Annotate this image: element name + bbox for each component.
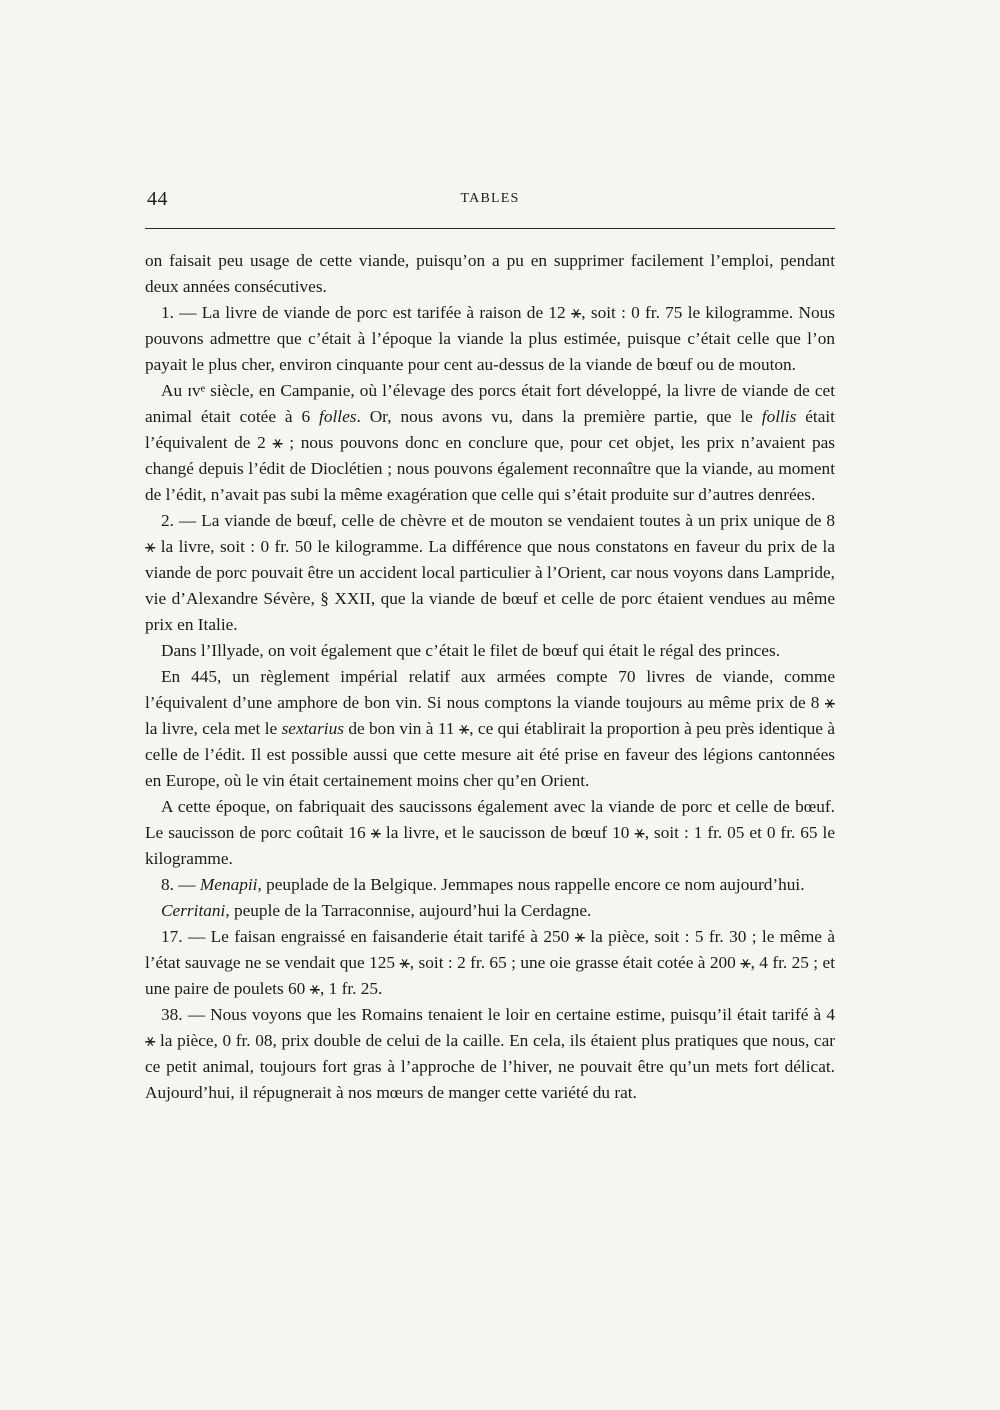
running-title: TABLES: [460, 191, 520, 206]
paragraph: Cerritani, peuple de la Tarraconnise, aujourd’hui la Cerdagne.: [161, 901, 592, 920]
paragraph: 17. — Le faisan engraissé en faisanderie était tarifé à 250 ⚹ la pièce, soit : 5 fr. 30 ; le même à l’état sauvage ne se vendait que 125 ⚹, soit : 2 fr. 65 ; une oie grasse était cotée à 200 ⚹, 4 fr. 25 ; et une paire de poulets 60 ⚹, 1 fr. 25.: [145, 927, 835, 998]
running-head: [145, 188, 835, 214]
paragraph: Dans l’Illyade, on voit également que c’était le filet de bœuf qui était le régal des princes.: [161, 641, 781, 660]
header-rule: [145, 228, 835, 229]
paragraph: on faisait peu usage de cette viande, puisqu’on a pu en supprimer facilement l’emploi, pendant deux années consécutives.: [145, 251, 835, 296]
paragraph: 1. — La livre de viande de porc est tarifée à raison de 12 ⚹, soit : 0 fr. 75 le kilogramme. Nous pouvons admettre que c’était à l’époque la viande la plus estimée, puisque c’était celle que l’on payait le plus cher, environ cinquante pour cent au-dessus de la viande de bœuf ou de mouton.: [145, 303, 835, 374]
paragraph: En 445, un règlement impérial relatif aux armées compte 70 livres de viande, comme l’équivalent d’une amphore de bon vin. Si nous comptons la viande toujours au même prix de 8 ⚹ la livre, cela met le sextarius de bon vin à 11 ⚹, ce qui établirait la proportion à peu près identique à celle de l’édit. Il est possible aussi que cette mesure ait été prise en faveur des légions cantonnées en Europe, où le vin était certainement moins cher qu’en Orient.: [145, 667, 836, 790]
paragraph: 8. — Menapii, peuplade de la Belgique. Jemmapes nous rappelle encore ce nom aujourd’hui.: [161, 875, 805, 894]
paragraph: 2. — La viande de bœuf, celle de chèvre et de mouton se vendaient toutes à un prix unique de 8 ⚹ la livre, soit : 0 fr. 50 le kilogramme. La différence que nous constatons en faveur du prix de la viande de porc pouvait être un accident local particulier à l’Orient, car nous voyons dans Lampride, vie d’Alexandre Sévère, § XXII, que la viande de bœuf et celle de porc étaient vendues au même prix en Italie.: [145, 511, 835, 634]
body-text: [145, 248, 835, 1106]
paragraph: 38. — Nous voyons que les Romains tenaient le loir en certaine estime, puisqu’il était tarifé à 4 ⚹ la pièce, 0 fr. 08, prix double de celui de la caille. En cela, ils étaient plus pratiques que nous, car ce petit animal, toujours fort gras à l’approche de l’hiver, ne pouvait être qu’un mets fort délicat. Aujourd’hui, il répugnerait à nos mœurs de manger cette variété du rat.: [145, 1005, 835, 1102]
paragraph: Au ɪᴠᵉ siècle, en Campanie, où l’élevage des porcs était fort développé, la livre de viande de cet animal était cotée à 6 folles. Or, nous avons vu, dans la première partie, que le follis était l’équivalent de 2 ⚹ ; nous pouvons donc en conclure que, pour cet objet, les prix n’avaient pas changé depuis l’édit de Dioclétien ; nous pouvons également reconnaître que la viande, au moment de l’édit, n’avait pas subi la même exagération que celle qui s’était produite sur d’autres denrées.: [145, 381, 835, 504]
paragraph: A cette époque, on fabriquait des saucissons également avec la viande de porc et celle de bœuf. Le saucisson de porc coûtait 16 ⚹ la livre, et le saucisson de bœuf 10 ⚹, soit : 1 fr. 05 et 0 fr. 65 le kilogramme.: [145, 797, 835, 868]
page-number: 44: [147, 188, 168, 210]
